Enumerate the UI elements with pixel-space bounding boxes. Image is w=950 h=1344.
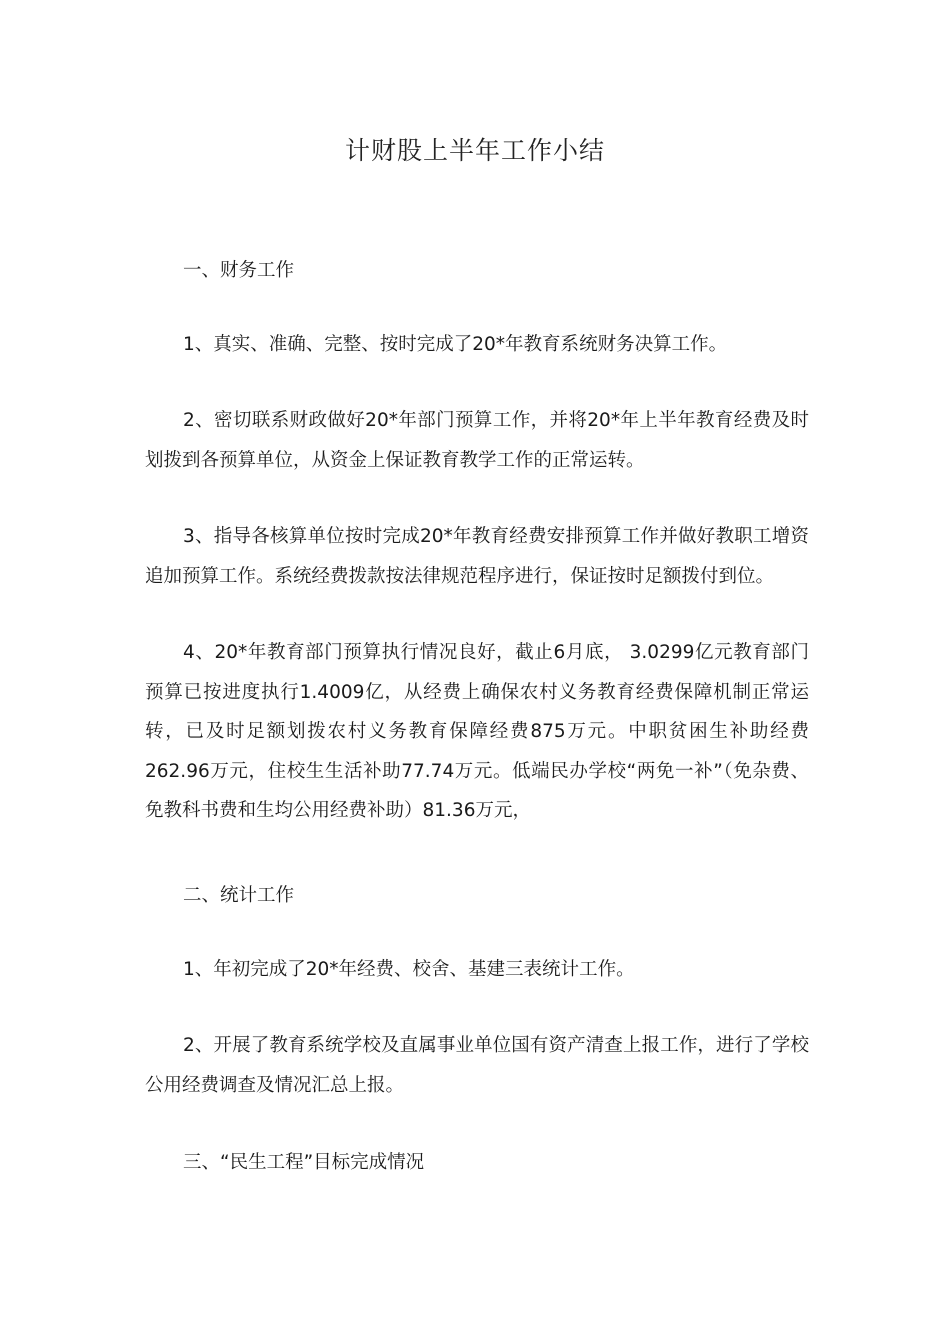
finance-paragraph-2: 2、密切联系财政做好20*年部门预算工作，并将20*年上半年教育经费及时划拨到各预算单位，从资金上保证教育教学工作的正常运转。 xyxy=(145,410,809,471)
statistics-paragraph-1: 1、年初完成了20*年经费、校舍、基建三表统计工作。 xyxy=(183,959,635,980)
section-heading-statistics: 二、统计工作 xyxy=(183,885,295,906)
finance-paragraph-4: 4、20*年教育部门预算执行情况良好，截止6月底， 3.0299亿元教育部门预算已按进度执行1.4009亿，从经费上确保农村义务教育经费保障机制正常运转，已及时足额划拨农村义务教育保障经费875万元。中职贫困生补助经费262.96万元，住校生生活补助77.74万元。低端民办学校“两免一补”（免杂费、免教科书费和生均公用经费补助）81.36万元， xyxy=(145,642,809,821)
finance-paragraph-3: 3、指导各核算单位按时完成20*年教育经费安排预算工作并做好教职工增资追加预算工作。系统经费拨款按法律规范程序进行，保证按时足额拨付到位。 xyxy=(145,526,809,587)
section-heading-finance: 一、财务工作 xyxy=(183,260,295,281)
document-title: 计财股上半年工作小结 xyxy=(344,136,605,165)
statistics-paragraph-2: 2、开展了教育系统学校及直属事业单位国有资产清查上报工作，进行了学校公用经费调查及情况汇总上报。 xyxy=(145,1035,809,1096)
section-heading-livelihood: 三、“民生工程”目标完成情况 xyxy=(183,1152,425,1173)
finance-paragraph-1: 1、真实、准确、完整、按时完成了20*年教育系统财务决算工作。 xyxy=(183,334,728,355)
